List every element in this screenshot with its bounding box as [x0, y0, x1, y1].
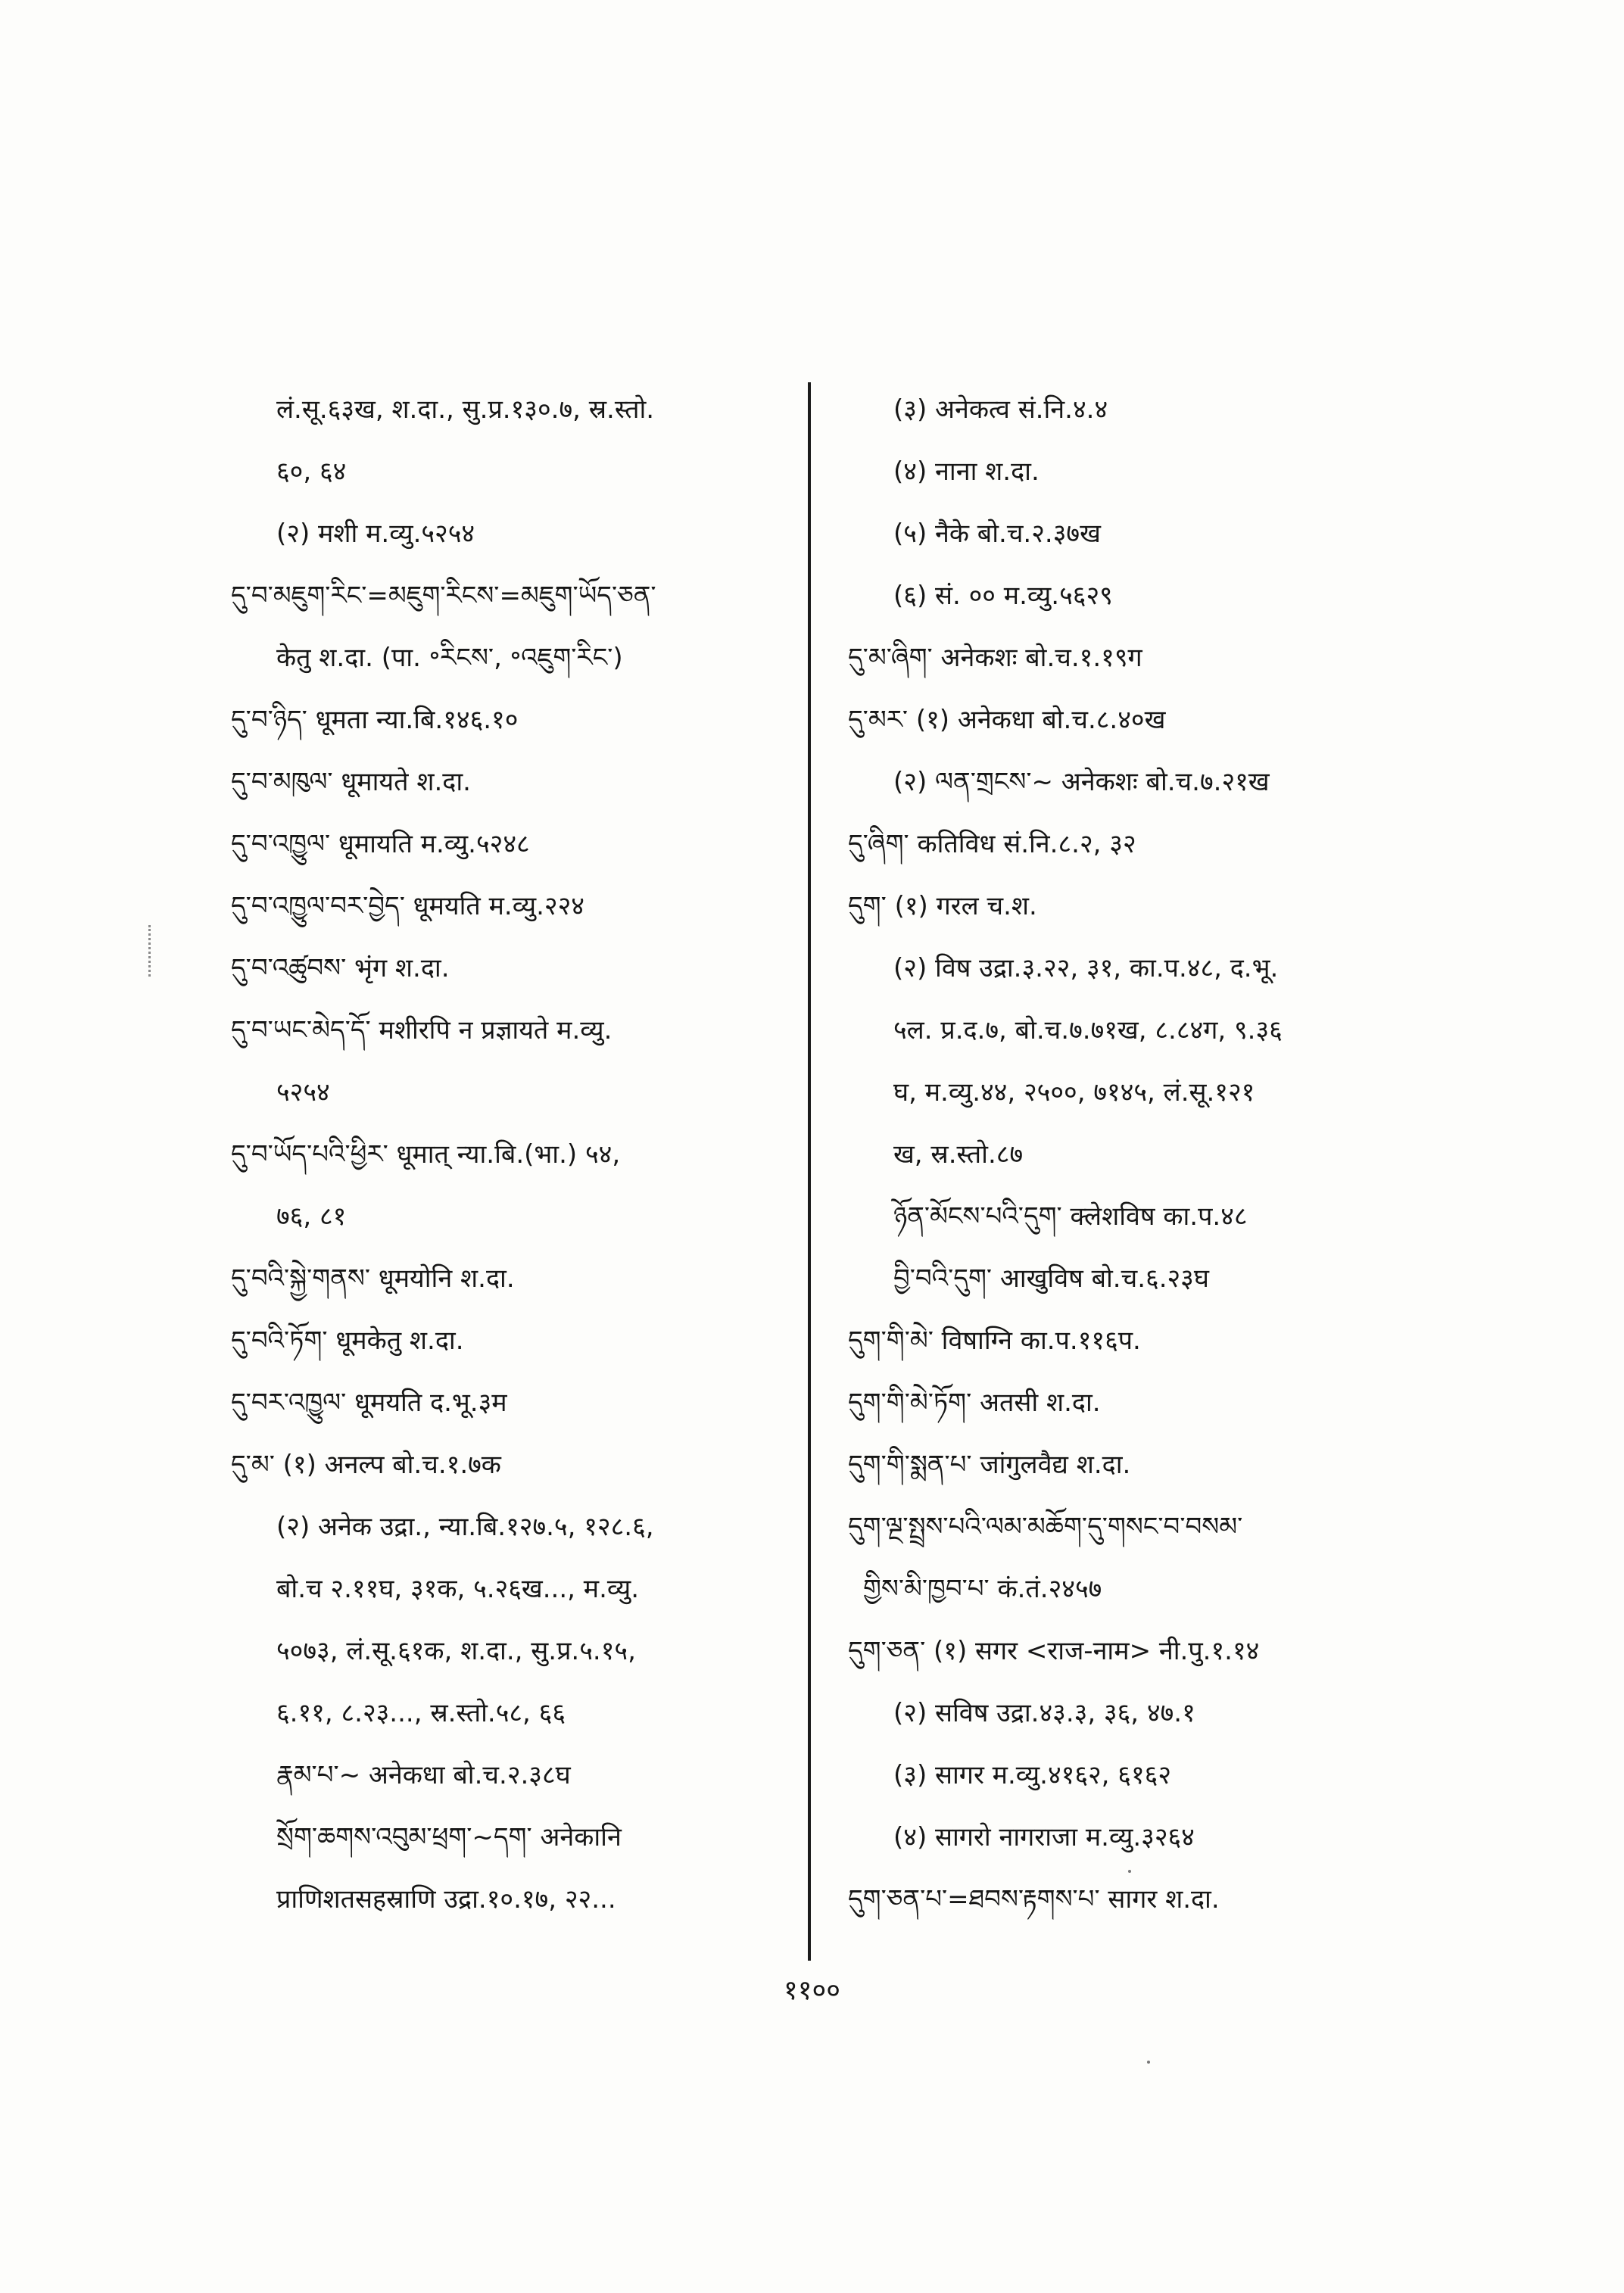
right-column-entry-line: དུག་ཅན་ (१) सगर <राज-नाम> नी.पु.१.१४ — [848, 1636, 1260, 1666]
column-divider — [808, 382, 811, 1961]
left-column-entry-line: དུ་བ་ཉིད་ धूमता न्या.बि.१४६.१० — [231, 705, 519, 735]
left-column-entry-line: དུ་བ་འཁྱུལ་བར་བྱེད་ धूमयति म.व्यु.२२४ — [231, 891, 584, 921]
page-number: ११०० — [784, 1975, 840, 2006]
left-column-entry-line: ५२५४ — [276, 1077, 330, 1108]
right-column-entry-line: ख, स्र.स्तो.८७ — [893, 1139, 1024, 1170]
right-column-entry-line: དུག་ཅན་པ་=ཐབས་རྟགས་པ་ सागर श.दा. — [848, 1884, 1220, 1914]
right-column-entry-line: དུག་ལྔ་སྤྲས་པའི་ལམ་མཆོག་དུ་གསང་བ་བསམ་ — [848, 1512, 1243, 1542]
left-column-entry-line: དུ་བར་འཁྱུལ་ धूमयति द.भू.३म — [231, 1388, 507, 1418]
right-column-entry-line: དུག་གི་མེ་ विषाग्नि का.प.११६प. — [848, 1326, 1141, 1356]
left-column-entry-line: (२) अनेक उद्रा., न्या.बि.१२७.५, १२८.६, — [276, 1512, 654, 1542]
left-column-entry-line: དུ་བའི་ཏོག་ धूमकेतु श.दा. — [231, 1326, 464, 1356]
right-column-entry-line: (६) सं. ०० म.व्यु.५६२९ — [893, 581, 1113, 611]
left-column-entry-line: དུ་བ་ཡང་མེད་དོ་ मशीरपि न प्रज्ञायते म.व्यु. — [231, 1015, 613, 1045]
left-column-entry-line: དུ་བ་འཚུབས་ भृंग श.दा. — [231, 953, 450, 983]
right-column-entry-line: (३) अनेकत्व सं.नि.४.४ — [893, 394, 1108, 425]
left-column-entry-line: (२) मशी म.व्यु.५२५४ — [276, 519, 475, 549]
left-column-entry-line: ७६, ८१ — [276, 1201, 347, 1232]
right-column-entry-line: (४) नाना श.दा. — [893, 456, 1040, 487]
right-column-entry-line: घ, म.व्यु.४४, २५००, ७१४५, लं.सू.१२१ — [893, 1077, 1255, 1108]
left-column-entry-line: प्राणिशतसहस्राणि उद्रा.१०.१७, २२... — [276, 1884, 616, 1914]
left-column-entry-line: དུ་བའི་སྐྱེ་གནས་ धूमयोनि श.दा. — [231, 1263, 515, 1294]
right-column-entry-line: ཉོན་མོངས་པའི་དུག་ क्लेशविष का.प.४८ — [893, 1201, 1248, 1232]
left-column-entry-line: དུ་བ་མཇུག་རིང་=མཇུག་རིངས་=མཇུག་ཡོད་ཅན་ — [231, 581, 656, 611]
right-column-entry-line: དུ་ཞིག་ कतिविध सं.नि.८.२, ३२ — [848, 829, 1136, 859]
left-column-entry-line: ६.११, ८.२३..., स्र.स्तो.५८, ६६ — [276, 1698, 566, 1728]
right-column-entry-line: དུ་མ་ཞིག་ अनेकशः बो.च.१.१९ग — [848, 643, 1142, 673]
right-column-entry-line: (२) ལན་གྲངས་~ अनेकशः बो.च.७.२१ख — [893, 767, 1270, 797]
left-column-entry-line: སྲོག་ཆགས་འབུམ་ཕྲག་~དག་ अनेकानि — [276, 1822, 622, 1852]
right-column-entry-line: དུ་མར་ (१) अनेकधा बो.च.८.४०ख — [848, 705, 1166, 735]
right-column-entry-line: (३) सागर म.व्यु.४१६२, ६१६२ — [893, 1760, 1172, 1790]
right-column-entry-line: (२) विष उद्रा.३.२२, ३१, का.प.४८, द.भू. — [893, 953, 1279, 983]
left-column-entry-line: ६०, ६४ — [276, 456, 347, 487]
right-column-entry-line: ५ल. प्र.द.७, बो.च.७.७१ख, ८.८४ग, ९.३६ — [893, 1015, 1283, 1045]
right-column-entry-line: དུག་གི་སྨན་པ་ जांगुलवैद्य श.दा. — [848, 1450, 1131, 1480]
left-column-entry-line: དུ་བ་ཡོད་པའི་ཕྱིར་ धूमात् न्या.बि.(भा.) ५४, — [231, 1139, 621, 1170]
print-speck — [1147, 2061, 1150, 2064]
left-column-entry-line: बो.च २.११घ, ३१क, ५.२६ख..., म.व्यु. — [276, 1574, 640, 1604]
right-column-entry-line: དུག་གི་མེ་ཏོག་ अतसी श.दा. — [848, 1388, 1101, 1418]
left-column-entry-line: लं.सू.६३ख, श.दा., सु.प्र.१३०.७, स्र.स्तो. — [276, 394, 655, 425]
left-column-entry-line: དུ་མ་ (१) अनल्प बो.च.१.७क — [231, 1450, 501, 1480]
left-column-entry-line: དུ་བ་མཁུལ་ धूमायते श.दा. — [231, 767, 471, 797]
print-speck — [1128, 1870, 1131, 1873]
right-column-entry-line: དུག་ (१) गरल च.श. — [848, 891, 1037, 921]
right-column-entry-line: (४) सागरो नागराजा म.व्यु.३२६४ — [893, 1822, 1195, 1852]
margin-dots — [148, 925, 153, 977]
left-column-entry-line: केतु श.दा. (पा. ॰རིངས་, ॰འཇུག་རིང་) — [276, 643, 623, 673]
left-column-entry-line: དུ་བ་འཁྱུལ་ धूमायति म.व्यु.५२४८ — [231, 829, 530, 859]
right-column-entry-line: (५) नैके बो.च.२.३७ख — [893, 519, 1101, 549]
left-column-entry-line: ५०७३, लं.सू.६१क, श.दा., सु.प्र.५.१५, — [276, 1636, 636, 1666]
left-column — [231, 379, 806, 1930]
right-column-entry-line: བྱི་བའི་དུག་ आखुविष बो.च.६.२३घ — [893, 1263, 1209, 1294]
right-column-entry-line: (२) सविष उद्रा.४३.३, ३६, ४७.१ — [893, 1698, 1195, 1728]
right-column — [848, 379, 1454, 1930]
right-column-entry-line: གྱིས་མི་ཁྱབ་པ་ कं.तं.२४५७ — [863, 1574, 1102, 1604]
left-column-entry-line: རྣམ་པ་~ अनेकधा बो.च.२.३८घ — [276, 1760, 571, 1790]
